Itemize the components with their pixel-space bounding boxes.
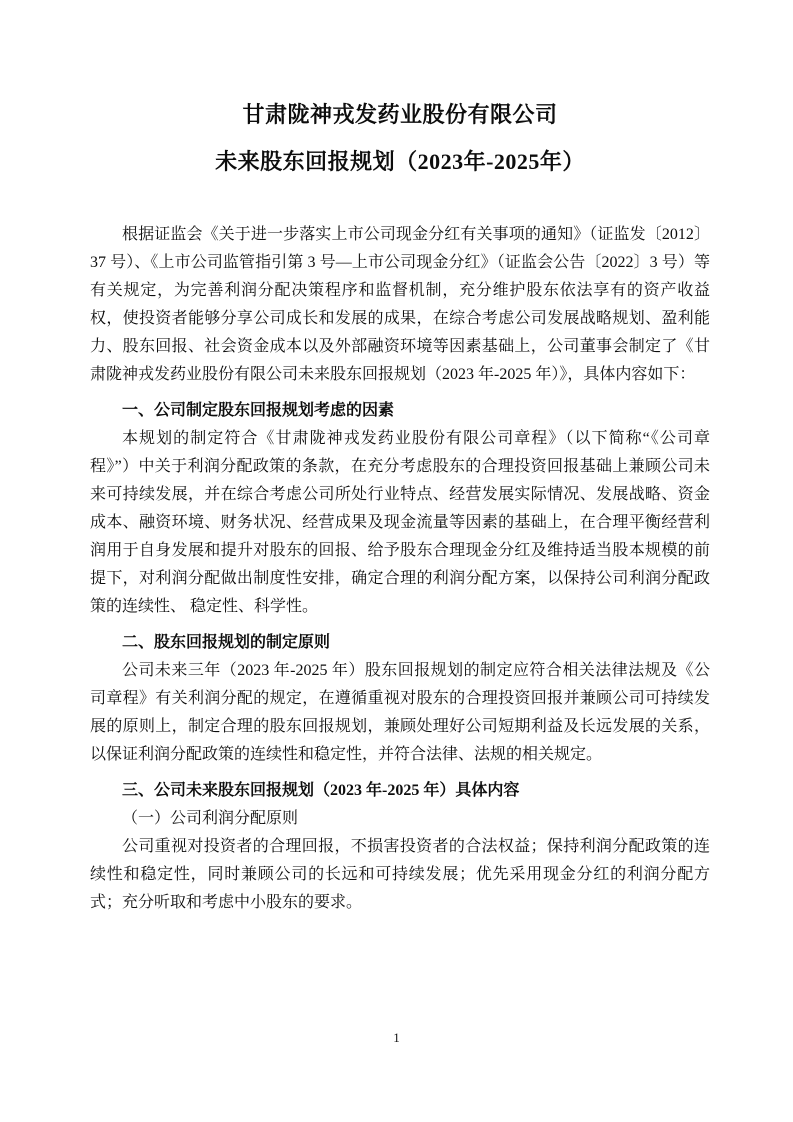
section-1-heading: 一、公司制定股东回报规划考虑的因素 — [122, 402, 395, 419]
section-2-heading: 二、股东回报规划的制定原则 — [122, 634, 331, 651]
page-number: 1 — [393, 1030, 400, 1045]
section-2 — [90, 629, 710, 769]
section-1-paragraph: 本规划的制定符合《甘肃陇神戎发药业股份有限公司章程》（以下简称“《公司章程》”）中关于利润分配政策的条款，在充分考虑股东的合理投资回报基础上兼顾公司未来可持续发展，并在综合考虑公司所处行业特点、经营发展实际情况、发展战略、资金成本、融资环境、财务状况、经营成果及现金流量等因素的基础上，在合理平衡经营利润用于自身发展和提升对股东的回报、给予股东合理现金分红及维持适当股本规模的前提下，对利润分配做出制度性安排，确定合理的利润分配方案，以保持公司利润分配政策的连续性、 稳定性、科学性。 — [90, 430, 710, 615]
section-3-paragraph: 公司重视对投资者的合理回报，不损害投资者的合法权益；保持利润分配政策的连续性和稳定性，同时兼顾公司的长远和可持续发展；优先采用现金分红的利润分配方式；充分听取和考虑中小股东的要求。 — [90, 838, 710, 911]
document-title — [90, 100, 710, 177]
title-line-2: 未来股东回报规划（2023年-2025年） — [215, 149, 585, 174]
section-3-subheading: （一）公司利润分配原则 — [122, 810, 299, 827]
section-3 — [90, 777, 710, 917]
section-3-heading: 三、公司未来股东回报规划（2023 年-2025 年）具体内容 — [122, 782, 520, 799]
section-1 — [90, 397, 710, 621]
section-2-paragraph: 公司未来三年（2023 年-2025 年）股东回报规划的制定应符合相关法律法规及《公司章程》有关利润分配的规定，在遵循重视对股东的合理投资回报并兼顾公司可持续发展的原则上，制定合理的股东回报规划，兼顾处理好公司短期利益及长远发展的关系，以保证利润分配政策的连续性和稳定性，并符合法律、法规的相关规定。 — [90, 662, 710, 763]
document-body — [90, 221, 710, 917]
title-line-1: 甘肃陇神戎发药业股份有限公司 — [242, 102, 558, 127]
intro-paragraph: 根据证监会《关于进一步落实上市公司现金分红有关事项的通知》（证监发〔2012〕37 号）、《上市公司监管指引第 3 号—上市公司现金分红》（证监会公告〔2022〕3 号）等有关规定，为完善利润分配决策程序和监督机制，充分维护股东依法享有的资产收益权，使投资者能够分享公司成长和发展的成果，在综合考虑公司发展战略规划、盈利能力、股东回报、社会资金成本以及外部融资环境等因素基础上，公司董事会制定了《甘肃陇神戎发药业股份有限公司未来股东回报规划（2023 年-2025 年）》，具体内容如下： — [90, 226, 710, 383]
